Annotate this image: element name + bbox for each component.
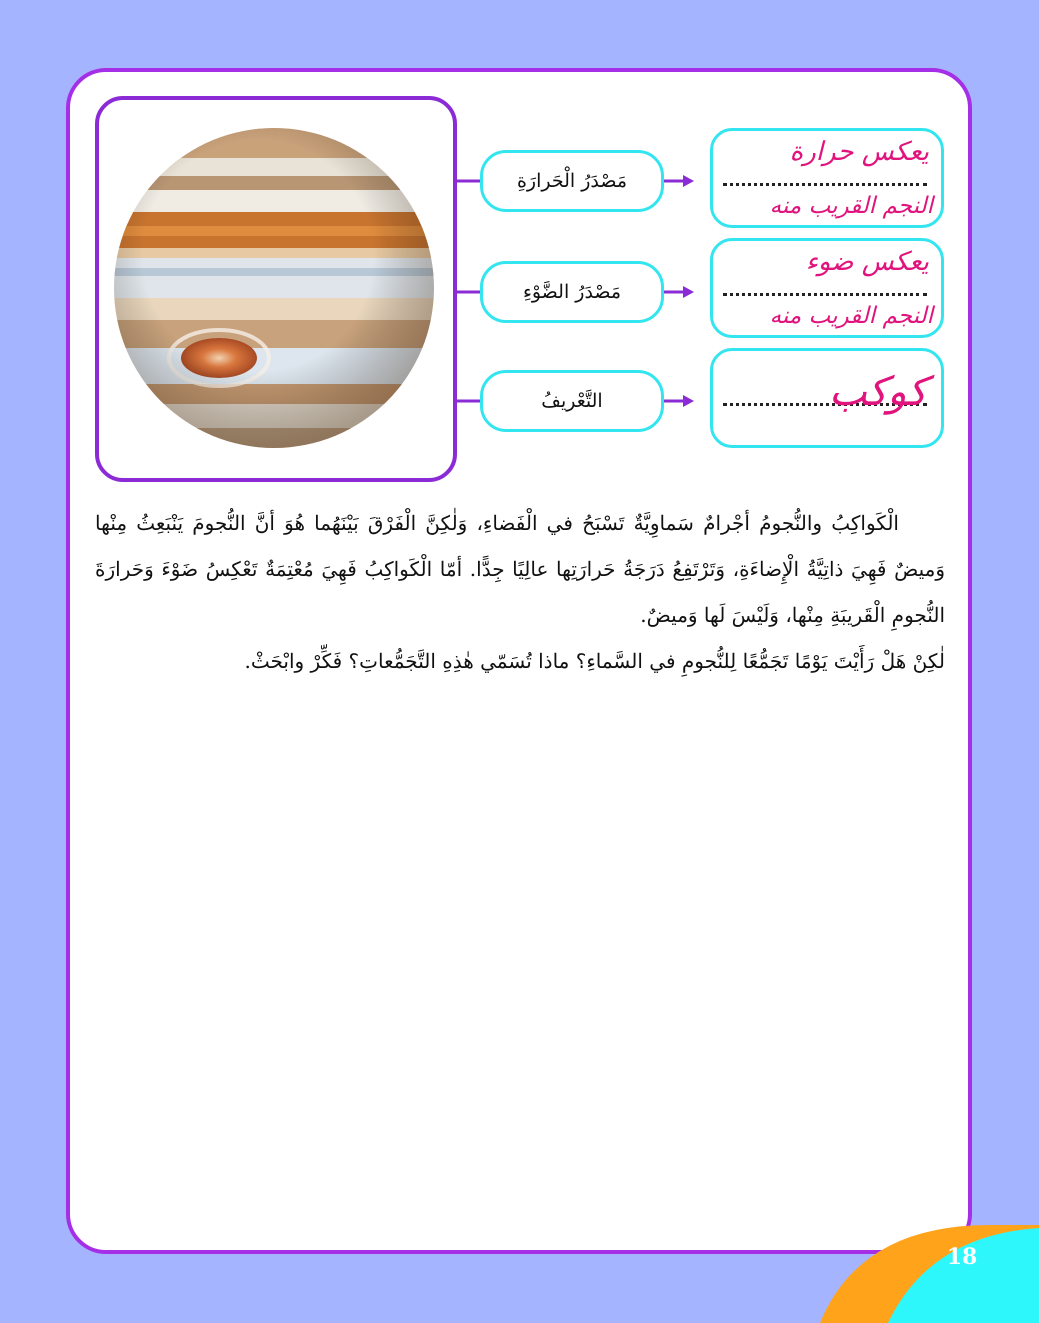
answer-light-line1: يعكس ضوء: [805, 247, 929, 277]
paragraph-question: لٰكِنْ هَلْ رَأَيْتَ يَوْمًا تَجَمُّعًا لِلنُّجومِ في السَّماءِ؟ ماذا تُسَمّي هٰذِهِ التَّجَمُّعاتِ؟ فَكِّرْ وابْحَثْ.: [244, 649, 945, 673]
answer-light-line2: النجم القريب منه: [769, 303, 933, 329]
label-light-source-text: مَصْدَرُ الضَّوْءِ: [522, 281, 622, 303]
label-heat-source-text: مَصْدَرُ الْحَرارَةِ: [516, 170, 628, 192]
answer-definition-line1: كوكب: [828, 369, 927, 415]
page-number: 18: [946, 1244, 978, 1270]
paragraph-text: الْكَواكِبُ والنُّجومُ أجْرامٌ سَماوِيَّةٌ تَسْبَحُ في الْفَضاءِ، وَلٰكِنَّ الْفَرْقَ بَيْنَهُما هُوَ أنَّ النُّجومَ يَنْبَعِثُ مِنْها وَميضٌ فَهِيَ ذاتِيَّةُ الْإِضاءَةِ، وَتَرْتَفِعُ دَرَجَةُ حَرارَتِها عالِيًا جِدًّا. أمّا الْكَواكِبُ فَهِيَ مُعْتِمَةٌ تَعْكِسُ ضَوْءَ وَحَرارَةَ النُّجومِ الْقَريبَةِ مِنْها، وَلَيْسَ لَها وَميضٌ.: [95, 511, 945, 627]
label-definition-text: التَّعْريفُ: [541, 390, 603, 412]
answer-heat-line1: يعكس حرارة: [789, 137, 929, 167]
answer-heat-line2: النجم القريب منه: [769, 193, 933, 219]
